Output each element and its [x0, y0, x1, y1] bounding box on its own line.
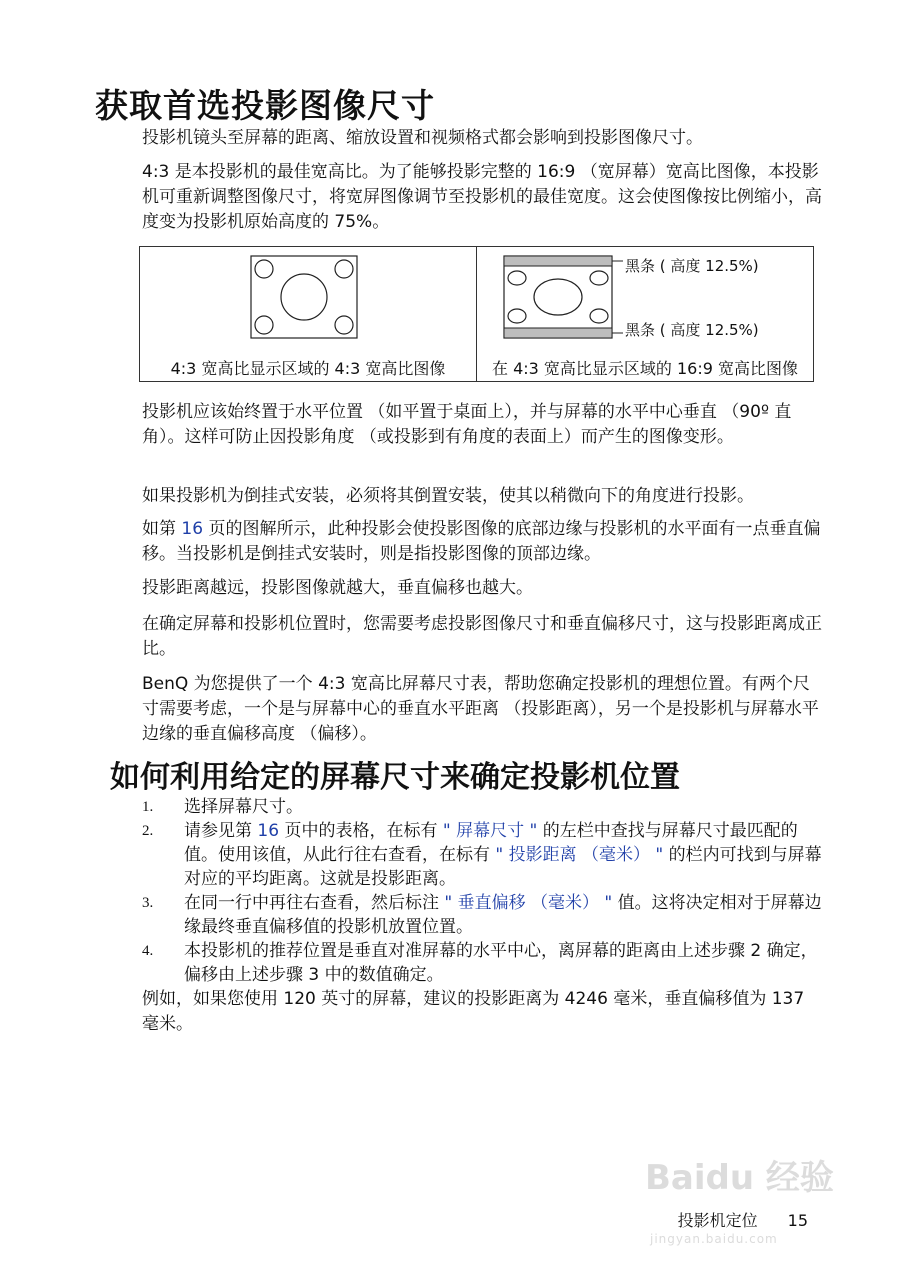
paragraph-vertical-offset: 如第 16 页的图解所示，此种投影会使投影图像的底部边缘与投影机的水平面有一点垂直偏移。当投影机是倒挂式安装时，则是指投影图像的顶部边缘。 — [142, 519, 821, 564]
steps-list — [142, 795, 822, 987]
paragraph-level-placement: 投影机应该始终置于水平位置 （如平置于桌面上），并与屏幕的水平中心垂直 （90º 直角）。这样可防止因投影角度 （或投影到有角度的表面上）而产生的图像变形。 — [142, 402, 792, 447]
projection-distance-link[interactable]: " 投影距离 （毫米） " — [495, 845, 664, 865]
page-footer — [678, 1208, 808, 1231]
aspect-ratio-figure — [139, 246, 814, 382]
image-16-9-diagram — [503, 255, 623, 339]
page-number: 15 — [787, 1211, 808, 1230]
black-bar-label-bottom: 黑条 ( 高度 12.5%) — [625, 321, 759, 339]
baidu-watermark: Baidu 经验 — [645, 1158, 834, 1198]
watermark-url: jingyan.baidu.com — [650, 1232, 778, 1246]
list-item: 2. 请参见第 16 页中的表格，在标有 " 屏幕尺寸 " 的左栏中查找与屏幕尺寸最匹配的值。使用该值，从此行往右查看，在标有 " 投影距离 （毫米） " 的栏内可找到与屏幕对应的平均距离。这就是投影距离。 — [142, 821, 822, 889]
vertical-offset-link[interactable]: " 垂直偏移 （毫米） " — [444, 893, 613, 913]
black-bar-label-top: 黑条 ( 高度 12.5%) — [625, 257, 759, 275]
footer-section: 投影机定位 — [677, 1211, 758, 1230]
list-item: 3. 在同一行中再往右查看，然后标注 " 垂直偏移 （毫米） " 值。这将决定相对于屏幕边缘最终垂直偏移值的投影机放置位置。 — [142, 893, 822, 937]
figure-right-caption: 在 4:3 宽高比显示区域的 16:9 宽高比图像 — [491, 359, 799, 378]
figure-left-caption: 4:3 宽高比显示区域的 4:3 宽高比图像 — [170, 359, 446, 378]
screen-size-link[interactable]: " 屏幕尺寸 " — [442, 821, 538, 841]
paragraph-positioning: 在确定屏幕和投影机位置时，您需要考虑投影图像尺寸和垂直偏移尺寸，这与投影距离成正比。 — [142, 614, 822, 659]
figure-right-cell — [477, 247, 814, 382]
paragraph-benq-table: BenQ 为您提供了一个 4:3 宽高比屏幕尺寸表，帮助您确定投影机的理想位置。有两个尺寸需要考虑，一个是与屏幕中心的垂直水平距离 （投影距离），另一个是投影机与屏幕水平边缘的垂直偏移高度 （偏移）。 — [142, 674, 819, 744]
section-heading: 如何利用给定的屏幕尺寸来确定投影机位置 — [110, 760, 680, 795]
list-item: 4. 本投影机的推荐位置是垂直对准屏幕的水平中心，离屏幕的距离由上述步骤 2 确定，偏移由上述步骤 3 中的数值确定。 — [142, 941, 818, 985]
list-item: 1. 选择屏幕尺寸。 — [142, 797, 303, 817]
page-link-16[interactable]: 16 — [257, 821, 280, 841]
image-4-3-diagram — [250, 255, 358, 339]
paragraph-intro: 投影机镜头至屏幕的距离、缩放设置和视频格式都会影响到投影图像尺寸。 — [142, 128, 703, 148]
page-title: 获取首选投影图像尺寸 — [95, 86, 435, 125]
figure-left-cell — [140, 247, 477, 382]
paragraph-example: 例如，如果您使用 120 英寸的屏幕，建议的投影距离为 4246 毫米，垂直偏移值为 137 毫米。 — [142, 989, 805, 1034]
paragraph-ceiling-mount: 如果投影机为倒挂式安装，必须将其倒置安装，使其以稍微向下的角度进行投影。 — [142, 486, 754, 506]
page-link-16[interactable]: 16 — [181, 519, 204, 539]
paragraph-distance: 投影距离越远，投影图像就越大，垂直偏移也越大。 — [142, 578, 533, 598]
paragraph-aspect-ratio: 4:3 是本投影机的最佳宽高比。为了能够投影完整的 16:9 （宽屏幕）宽高比图像，本投影机可重新调整图像尺寸，将宽屏图像调节至投影机的最佳宽度。这会使图像按比例缩小，高度变为投影机原始高度的 75%。 — [142, 162, 822, 232]
